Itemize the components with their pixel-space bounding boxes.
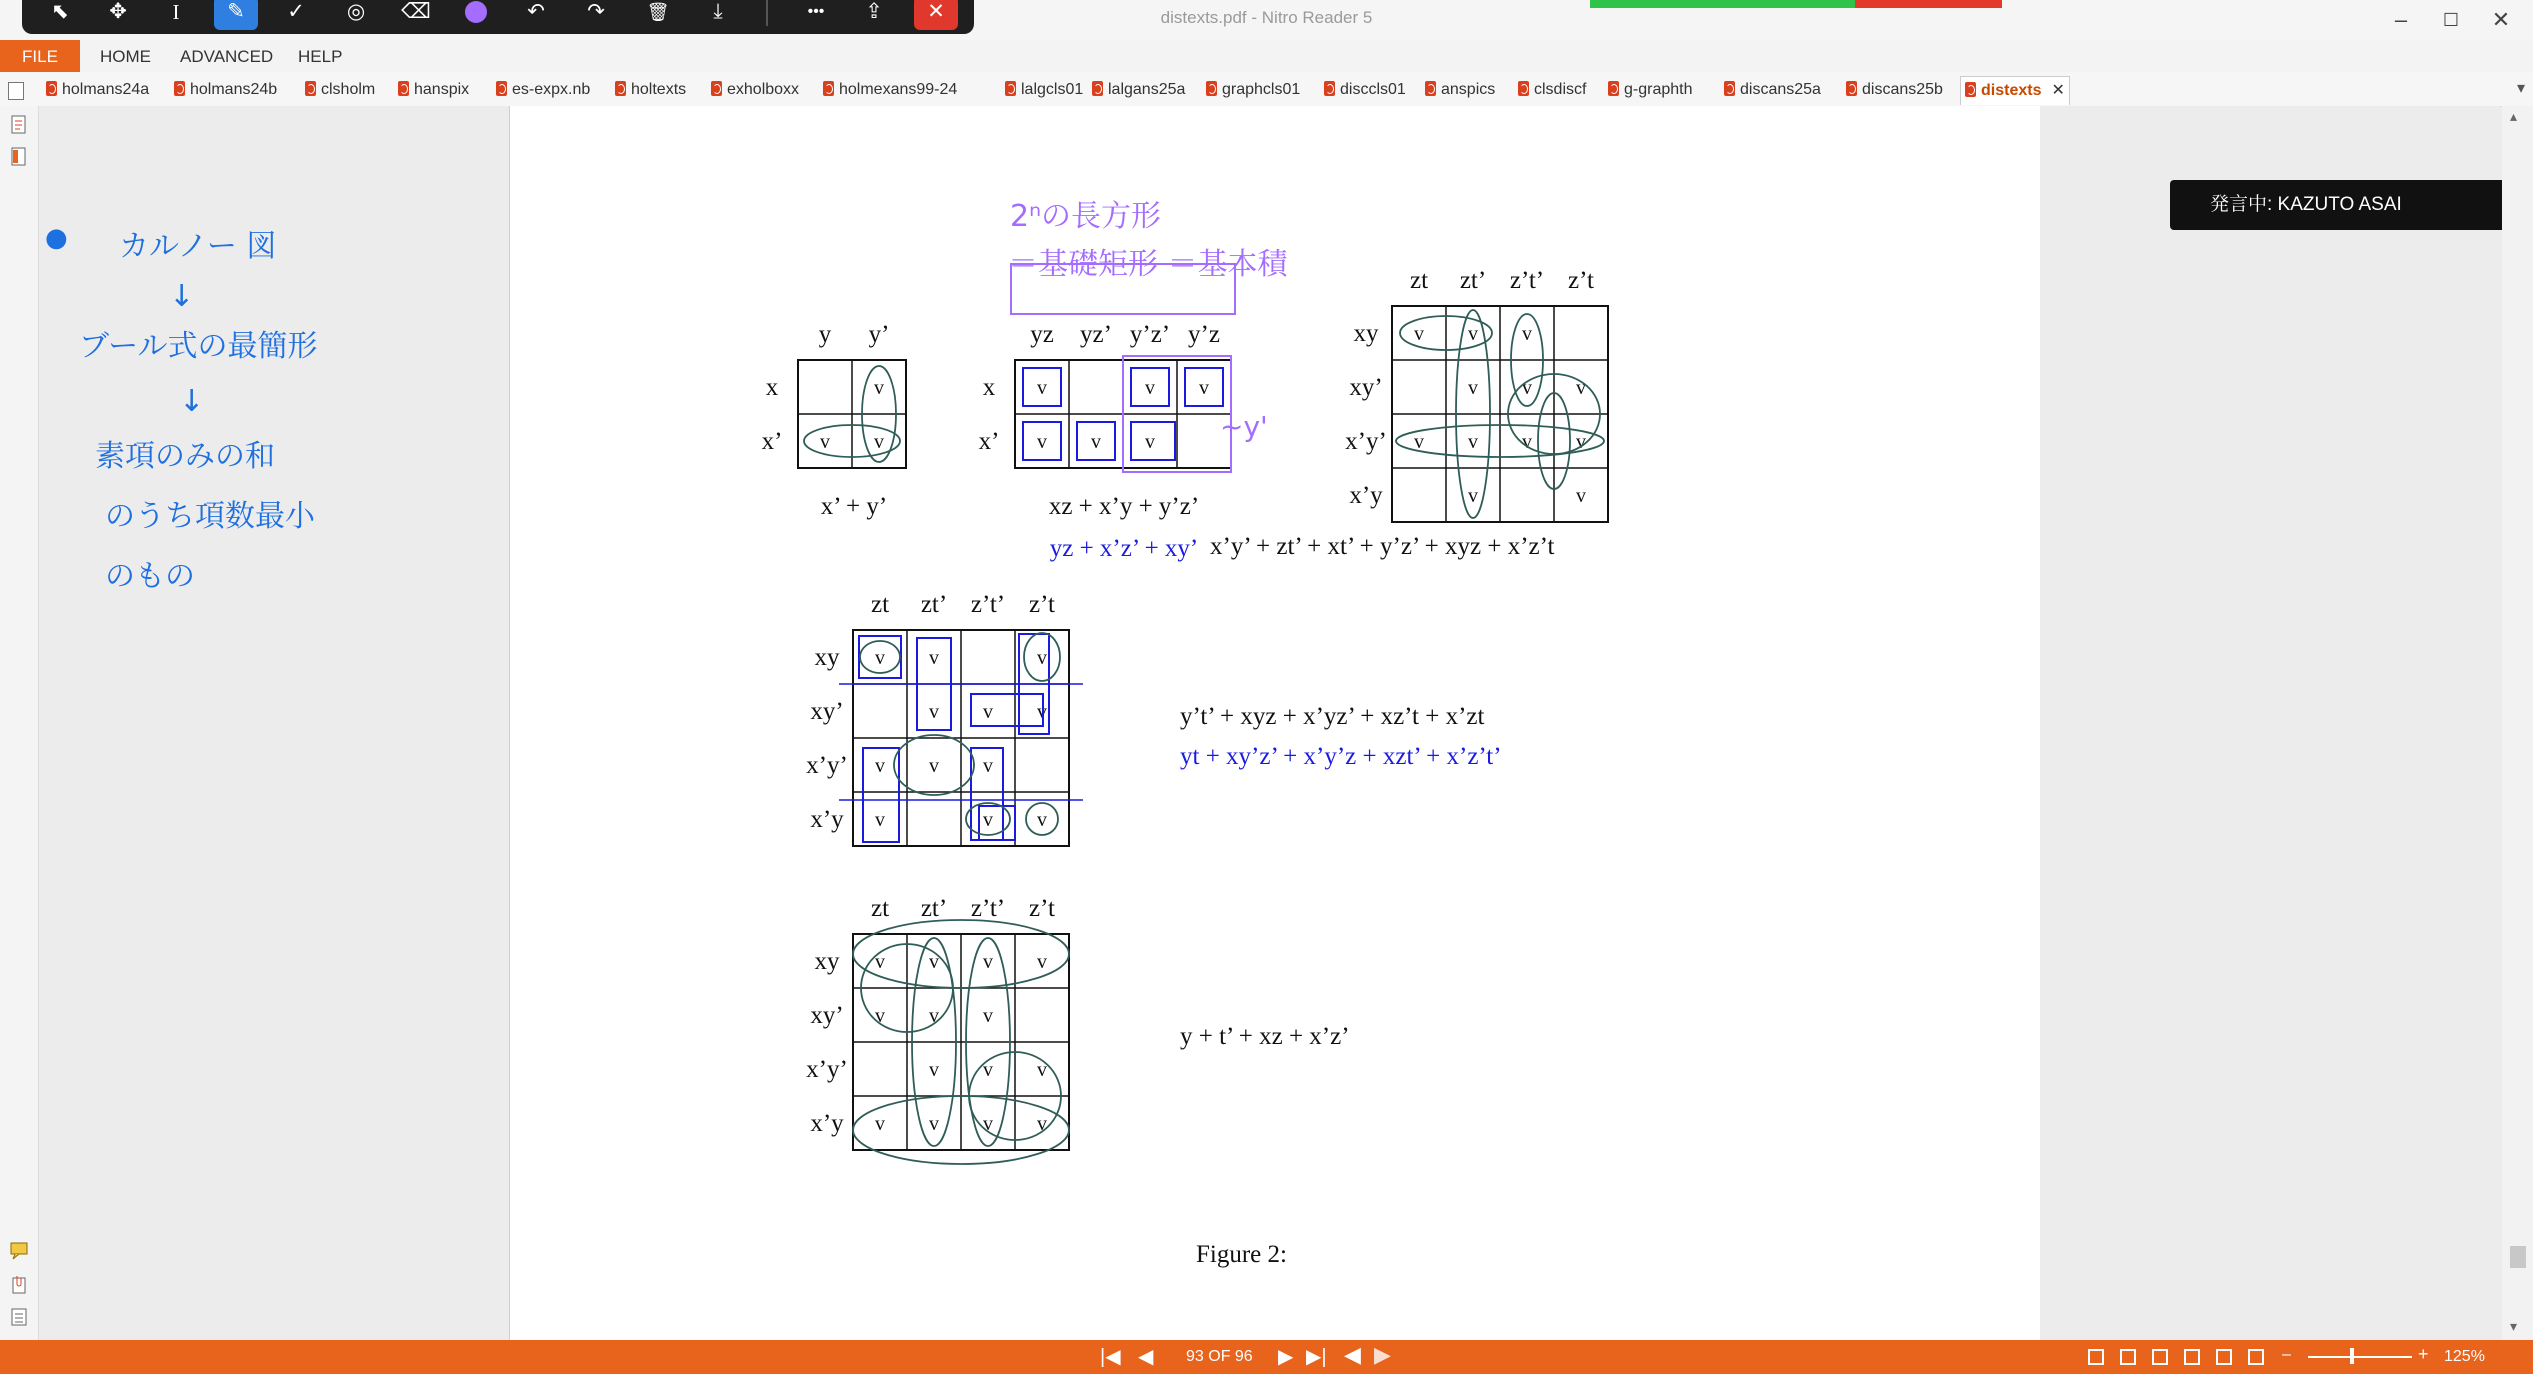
pen-icon[interactable]: ✎ xyxy=(214,0,258,30)
map3-cell-mark: v xyxy=(1468,323,1478,345)
tab-list-chevron-icon[interactable]: ▾ xyxy=(2516,80,2525,97)
map4-cell-mark: v xyxy=(875,647,885,669)
handwriting-prime-sum: 素項のみの和 xyxy=(95,439,275,474)
pdf-icon xyxy=(174,81,185,96)
first-page-icon[interactable]: |◀ xyxy=(1100,1346,1121,1368)
map1-col-header: y’ xyxy=(868,321,890,348)
handwriting-not-y: ~y' xyxy=(1220,410,1268,443)
color-dot-icon[interactable] xyxy=(454,0,498,30)
menu-home[interactable]: HOME xyxy=(100,47,151,66)
map4-cell-mark: v xyxy=(983,701,993,723)
tab-holmans24a[interactable] xyxy=(46,76,149,104)
next-page-icon[interactable]: ▶ xyxy=(1278,1346,1294,1368)
map2-cell-mark: v xyxy=(1091,431,1101,453)
tab-hanspix[interactable] xyxy=(398,76,469,104)
zoom-slider-knob[interactable] xyxy=(2350,1348,2354,1364)
map4-result-alt: yt + xy’z’ + x’y’z + xzt’ + x’z’t’ xyxy=(1180,743,1502,770)
map3-cell-mark: v xyxy=(1522,323,1532,345)
continuous-view-icon[interactable] xyxy=(2120,1349,2136,1365)
tab-discans25a[interactable] xyxy=(1724,76,1821,104)
map5-cell-mark: v xyxy=(983,951,993,973)
tab-label: lalgans25a xyxy=(1108,81,1186,98)
zoom-out-icon[interactable]: – xyxy=(2282,1346,2291,1363)
map4-cell-mark: v xyxy=(875,755,885,777)
menu-bar xyxy=(0,40,2533,72)
map5-result: y + t’ + xz + x’z’ xyxy=(1180,1023,1350,1050)
map4-result: y’t’ + xyz + x’yz’ + xz’t + x’zt xyxy=(1180,703,1485,730)
tab-label: discans25a xyxy=(1740,81,1821,98)
undo-icon[interactable]: ↶ xyxy=(527,0,545,23)
map1-row-header: x xyxy=(765,374,779,401)
tab-lalgcls01[interactable] xyxy=(1005,76,1083,104)
map2-cell-mark: v xyxy=(1145,431,1155,453)
facing-continuous-view-icon[interactable] xyxy=(2184,1349,2200,1365)
map4-col-header: z’t xyxy=(1029,591,1055,618)
map2-result-alt: yz + x’z’ + xy’ xyxy=(1049,535,1199,562)
handwriting-boolean: ブール式の最簡形 xyxy=(79,329,318,364)
tab-discans25b[interactable] xyxy=(1846,76,1943,104)
map1-cell-mark: v xyxy=(820,431,830,453)
zoom-slider[interactable] xyxy=(2308,1356,2412,1358)
map5-cell-mark: v xyxy=(1037,951,1047,973)
map4-cell-mark: v xyxy=(983,809,993,831)
status-bar xyxy=(0,1340,2533,1374)
handwriting-rect: 2ⁿの長方形 xyxy=(1010,199,1162,234)
map3-row-header: x’y xyxy=(1349,482,1383,509)
tab-anspics[interactable] xyxy=(1425,76,1495,104)
eraser-icon[interactable]: ⌫ xyxy=(401,0,431,23)
map2-col-header: yz xyxy=(1030,321,1054,348)
pdf-icon xyxy=(1965,82,1976,97)
handwriting-basic: ＝基礎矩形 ＝基本積 xyxy=(1008,247,1288,282)
map2-result: xz + x’y + y’z’ xyxy=(1048,493,1200,520)
tab-clsholm[interactable] xyxy=(305,76,375,104)
map3-row-header: xy’ xyxy=(1349,374,1383,401)
map1-row-header: x’ xyxy=(761,428,783,455)
map3-cell-mark: v xyxy=(1576,377,1586,399)
map3-cell-mark: v xyxy=(1468,431,1478,453)
map3-cell-mark: v xyxy=(1576,431,1586,453)
forward-view-icon[interactable]: ▶ xyxy=(1374,1342,1391,1367)
map5-cell-mark: v xyxy=(983,1113,993,1135)
pdf-icon xyxy=(305,81,316,96)
map4-row-header: x’y xyxy=(810,806,844,833)
map4-cell-mark: v xyxy=(1037,647,1047,669)
map3-col-header: z’t’ xyxy=(1509,267,1545,294)
map4-col-header: zt’ xyxy=(920,591,948,618)
tab-label: disccls01 xyxy=(1340,81,1406,98)
left-tool-rail xyxy=(0,106,39,1340)
pdf-icon xyxy=(398,81,409,96)
map3-cell-mark: v xyxy=(1522,431,1532,453)
map2-cell-mark: v xyxy=(1199,377,1209,399)
map3-col-header: zt’ xyxy=(1459,267,1487,294)
map5-row-header: xy xyxy=(814,948,840,975)
pdf-icon xyxy=(1324,81,1335,96)
map1-result: x’ + y’ xyxy=(820,493,888,520)
map5-cell-mark: v xyxy=(875,1005,885,1027)
bookmarks-icon[interactable] xyxy=(9,146,29,168)
document-canvas xyxy=(510,106,2040,1340)
pdf-icon xyxy=(1092,81,1103,96)
map3-result: x’y’ + zt’ + xt’ + y’z’ + xyz + x’z’t xyxy=(1210,533,1555,560)
map4-cell-mark: v xyxy=(983,755,993,777)
tab-label: g-graphth xyxy=(1624,81,1693,98)
right-margin xyxy=(2040,106,2500,1340)
map2-cell-mark: v xyxy=(1037,377,1047,399)
tab-holtexts[interactable] xyxy=(615,76,686,104)
last-page-icon[interactable]: ▶| xyxy=(1306,1346,1327,1368)
text-cursor-icon[interactable]: I xyxy=(172,0,180,24)
tab-label: clsdiscf xyxy=(1534,81,1587,98)
fit-page-icon[interactable] xyxy=(2248,1349,2264,1365)
fit-width-icon[interactable] xyxy=(2216,1349,2232,1365)
tab-exholboxx[interactable] xyxy=(711,76,799,104)
minimize-button[interactable]: – xyxy=(2394,7,2408,32)
close-window-button[interactable]: ✕ xyxy=(2491,7,2511,32)
comments-icon[interactable] xyxy=(9,1240,29,1262)
map4-cell-mark: v xyxy=(1037,809,1047,831)
map4-row-header: xy’ xyxy=(810,698,844,725)
left-annotation-area xyxy=(39,106,509,1340)
pdf-icon xyxy=(1846,81,1857,96)
close-icon[interactable]: ✕ xyxy=(914,0,958,30)
tab-label: holmexans99-24 xyxy=(839,81,958,98)
tab-label: discans25b xyxy=(1862,81,1943,98)
tab-disccls01[interactable] xyxy=(1324,76,1406,104)
pdf-icon xyxy=(823,81,834,96)
map2-col-header: y’z xyxy=(1188,321,1220,348)
map5-col-header: zt xyxy=(870,895,890,922)
map3-cell-mark: v xyxy=(1522,377,1532,399)
tab-label: lalgcls01 xyxy=(1021,81,1084,98)
move-icon[interactable]: ✥ xyxy=(109,0,127,23)
map5-row-header: xy’ xyxy=(810,1002,844,1029)
menu-help[interactable]: HELP xyxy=(298,47,343,66)
map4-box xyxy=(971,694,1043,726)
map3-cell-mark: v xyxy=(1576,485,1586,507)
menu-advanced[interactable]: ADVANCED xyxy=(180,47,274,66)
arrow-down-icon-2: ↓ xyxy=(179,384,205,419)
map3-row-header: xy xyxy=(1353,320,1379,347)
pages-panel-icon[interactable] xyxy=(9,114,29,136)
select-arrow-icon[interactable]: ⬉ xyxy=(51,0,69,23)
map5-cell-mark: v xyxy=(983,1005,993,1027)
map5-row-header: x’y xyxy=(810,1110,844,1137)
pdf-icon xyxy=(1206,81,1217,96)
map3-cell-mark: v xyxy=(1414,323,1424,345)
single-page-view-icon[interactable] xyxy=(2088,1349,2104,1365)
figure-caption: Figure 2: xyxy=(1196,1241,1287,1268)
check-icon[interactable]: ✓ xyxy=(287,0,305,23)
more-icon[interactable]: ••• xyxy=(807,3,825,20)
pdf-icon xyxy=(615,81,626,96)
map1-col-header: y xyxy=(818,321,832,348)
map3-col-header: z’t xyxy=(1568,267,1594,294)
scroll-up-icon[interactable]: ▴ xyxy=(2510,108,2518,124)
map5-cell-mark: v xyxy=(983,1059,993,1081)
map2-row-header: x xyxy=(982,374,996,401)
redo-icon[interactable]: ↷ xyxy=(587,0,605,23)
map5-cell-mark: v xyxy=(929,1005,939,1027)
handwriting-karnaugh: カルノー 図 xyxy=(119,229,277,264)
scroll-thumb[interactable] xyxy=(2510,1246,2526,1268)
back-view-icon[interactable]: ◀ xyxy=(1344,1342,1361,1367)
map2-cell-mark: v xyxy=(1145,377,1155,399)
attachments-icon[interactable] xyxy=(9,1274,29,1296)
map1-cell-mark: v xyxy=(874,377,884,399)
map5-cell-mark: v xyxy=(1037,1059,1047,1081)
tab-label: anspics xyxy=(1441,81,1496,98)
facing-view-icon[interactable] xyxy=(2152,1349,2168,1365)
window-title: distexts.pdf - Nitro Reader 5 xyxy=(1160,8,1373,27)
pdf-icon xyxy=(1608,81,1619,96)
map4-cell-mark: v xyxy=(929,755,939,777)
tab-close-icon[interactable]: ✕ xyxy=(2051,82,2065,99)
tab-label: distexts xyxy=(1981,82,2042,99)
map5-cell-mark: v xyxy=(929,1113,939,1135)
tab-holmans24b[interactable] xyxy=(174,76,277,104)
map3-cell-mark: v xyxy=(1414,431,1424,453)
tab-distexts[interactable] xyxy=(1960,76,2070,105)
pdf-page xyxy=(509,106,2041,1340)
maximize-button[interactable]: ☐ xyxy=(2442,10,2460,30)
tab-g-graphth[interactable] xyxy=(1608,76,1693,104)
map5-col-header: z’t’ xyxy=(970,895,1006,922)
map4-row-header: x’y’ xyxy=(806,752,848,779)
handwriting-minimal: のうち項数最小 xyxy=(105,499,315,534)
pdf-icon xyxy=(711,81,722,96)
map3-cell-mark: v xyxy=(1468,377,1478,399)
speaker-indicator: 発言中: KAZUTO ASAI xyxy=(2170,180,2512,230)
pdf-icon xyxy=(1005,81,1016,96)
map4-col-header: z’t’ xyxy=(970,591,1006,618)
tab-es-expx-nb[interactable] xyxy=(496,76,590,104)
tab-label: exholboxx xyxy=(727,81,800,98)
pen-toolbar xyxy=(22,0,974,34)
map5-cell-mark: v xyxy=(929,1059,939,1081)
pdf-icon xyxy=(1724,81,1735,96)
map5-cell-mark: v xyxy=(1037,1113,1047,1135)
arrow-down-icon: ↓ xyxy=(169,279,195,314)
map5-row-header: x’y’ xyxy=(806,1056,848,1083)
map1-cell-mark: v xyxy=(874,431,884,453)
pdf-icon xyxy=(46,81,57,96)
map4-cell-mark: v xyxy=(929,701,939,723)
zoom-level[interactable]: 125% xyxy=(2444,1348,2485,1365)
map4-col-header: zt xyxy=(870,591,890,618)
left-handwriting-layer xyxy=(39,106,509,1340)
share-icon[interactable]: ⇪ xyxy=(865,0,883,23)
page-indicator[interactable]: 93 OF 96 xyxy=(1186,1348,1253,1365)
map4-cell-mark: v xyxy=(875,809,885,831)
new-document-icon[interactable] xyxy=(8,82,24,100)
scroll-down-icon[interactable]: ▾ xyxy=(2510,1318,2518,1334)
map3-row-header: x’y’ xyxy=(1345,428,1387,455)
map2-col-header: y’z’ xyxy=(1129,321,1171,348)
map4-cell-mark: v xyxy=(929,647,939,669)
pdf-icon xyxy=(1425,81,1436,96)
tab-holmexans99-24[interactable] xyxy=(823,76,957,104)
pdf-icon xyxy=(1518,81,1529,96)
recording-indicator xyxy=(1590,0,2002,8)
map2-cell-mark: v xyxy=(1037,431,1047,453)
map3-cell-mark: v xyxy=(1468,485,1478,507)
vertical-scrollbar[interactable] xyxy=(2502,106,2533,1340)
tab-label: clsholm xyxy=(321,81,376,98)
tab-label: holmans24a xyxy=(62,81,150,98)
handwriting-thing: のもの xyxy=(105,559,195,594)
map2-row-header: x’ xyxy=(978,428,1000,455)
target-icon[interactable]: ◎ xyxy=(346,0,366,23)
pdf-icon xyxy=(496,81,507,96)
trash-icon[interactable]: 🗑 xyxy=(646,2,670,22)
tab-lalgans25a[interactable] xyxy=(1092,76,1185,104)
map2-col-header: yz’ xyxy=(1080,321,1112,348)
map5-col-header: zt’ xyxy=(920,895,948,922)
zoom-in-icon[interactable]: + xyxy=(2418,1344,2429,1364)
map3-col-header: zt xyxy=(1409,267,1429,294)
menu-file[interactable]: FILE xyxy=(0,40,80,72)
map4-row-header: xy xyxy=(814,644,840,671)
tab-label: holmans24b xyxy=(190,81,278,98)
download-icon[interactable]: ⤓ xyxy=(713,0,723,23)
tab-label: holtexts xyxy=(631,81,687,98)
tab-clsdiscf[interactable] xyxy=(1518,76,1586,104)
map5-cell-mark: v xyxy=(929,951,939,973)
tab-label: graphcls01 xyxy=(1222,81,1301,98)
map5-cell-mark: v xyxy=(875,951,885,973)
toolbar-divider xyxy=(766,0,768,26)
tab-label: hanspix xyxy=(414,81,470,98)
tab-graphcls01[interactable] xyxy=(1206,76,1300,104)
prev-page-icon[interactable]: ◀ xyxy=(1138,1346,1154,1368)
tab-label: es-expx.nb xyxy=(512,81,591,98)
map4-cell-mark: v xyxy=(1037,701,1047,723)
map5-cell-mark: v xyxy=(875,1113,885,1135)
map5-col-header: z’t xyxy=(1029,895,1055,922)
output-icon[interactable] xyxy=(9,1306,29,1328)
document-tab-bar xyxy=(0,72,2533,107)
bullet-mark: ● xyxy=(45,223,68,253)
